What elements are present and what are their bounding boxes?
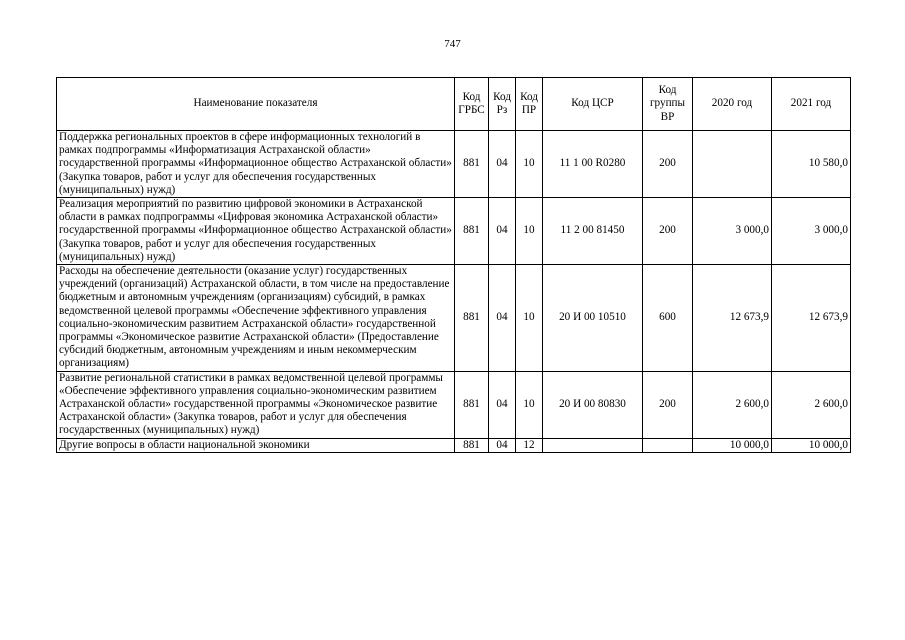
row-2021: 12 673,9 xyxy=(772,265,851,372)
row-rz: 04 xyxy=(489,265,516,372)
row-2020: 3 000,0 xyxy=(693,198,772,265)
row-grbs: 881 xyxy=(455,438,489,452)
page-number: 747 xyxy=(444,38,461,50)
header-name: Наименование показателя xyxy=(57,78,455,131)
header-rz: Код Рз xyxy=(489,78,516,131)
header-2021: 2021 год xyxy=(772,78,851,131)
row-vr: 600 xyxy=(643,265,693,372)
header-2020: 2020 год xyxy=(693,78,772,131)
row-grbs: 881 xyxy=(455,265,489,372)
row-pr: 10 xyxy=(516,265,543,372)
row-2020: 10 000,0 xyxy=(693,438,772,452)
row-2020: 12 673,9 xyxy=(693,265,772,372)
row-2021: 10 000,0 xyxy=(772,438,851,452)
row-vr: 200 xyxy=(643,371,693,438)
table-row xyxy=(57,265,851,372)
row-2021: 3 000,0 xyxy=(772,198,851,265)
row-pr: 12 xyxy=(516,438,543,452)
header-pr: Код ПР xyxy=(516,78,543,131)
row-pr: 10 xyxy=(516,198,543,265)
row-pr: 10 xyxy=(516,371,543,438)
row-pr: 10 xyxy=(516,131,543,198)
row-csr xyxy=(543,438,643,452)
row-vr: 200 xyxy=(643,198,693,265)
row-grbs: 881 xyxy=(455,371,489,438)
row-vr: 200 xyxy=(643,131,693,198)
row-rz: 04 xyxy=(489,198,516,265)
table-row xyxy=(57,131,851,198)
row-name: Реализация мероприятий по развитию цифровой экономики в Астраханской области в рамках подпрограммы «Цифровая экономика Астраханской области» государственной программы «Информационное общество Астраханской области» (Закупка товаров, работ и услуг для обеспечения государственных (муниципальных) нужд) xyxy=(57,198,455,265)
row-rz: 04 xyxy=(489,371,516,438)
header-vr: Код группы ВР xyxy=(643,78,693,131)
row-rz: 04 xyxy=(489,438,516,452)
row-grbs: 881 xyxy=(455,131,489,198)
row-2020 xyxy=(693,131,772,198)
row-rz: 04 xyxy=(489,131,516,198)
header-grbs: Код ГРБС xyxy=(455,78,489,131)
row-vr xyxy=(643,438,693,452)
table-header-row xyxy=(57,78,851,131)
table-row xyxy=(57,438,851,452)
row-name: Другие вопросы в области национальной экономики xyxy=(57,438,455,452)
row-name: Развитие региональной статистики в рамках ведомственной целевой программы «Обеспечение эффективного управления социально-экономическим развитием Астраханской области» государственной программы «Экономическое развитие Астраханской области» (Закупка товаров, работ и услуг для обеспечения государственных (муниципальных) нужд) xyxy=(57,371,455,438)
row-csr: 20 И 00 80830 xyxy=(543,371,643,438)
row-grbs: 881 xyxy=(455,198,489,265)
table-row xyxy=(57,371,851,438)
header-csr: Код ЦСР xyxy=(543,78,643,131)
row-2020: 2 600,0 xyxy=(693,371,772,438)
row-2021: 2 600,0 xyxy=(772,371,851,438)
row-2021: 10 580,0 xyxy=(772,131,851,198)
row-csr: 11 2 00 81450 xyxy=(543,198,643,265)
row-csr: 11 1 00 R0280 xyxy=(543,131,643,198)
row-name: Поддержка региональных проектов в сфере информационных технологий в рамках подпрограммы «Информатизация Астраханской области» государственной программы «Информационное общество Астраханской области» (Закупка товаров, работ и услуг для обеспечения государственных (муниципальных) нужд) xyxy=(57,131,455,198)
row-name: Расходы на обеспечение деятельности (оказание услуг) государственных учреждений (организаций) Астраханской области, в том числе на предоставление бюджетным и автономным учреждениям (организациям) субсидий, в рамках ведомственной целевой программы «Обеспечение эффективного управления социально-экономическим развитием Астраханской области» государственной программы «Экономическое развитие Астраханской области» (Предоставление субсидий бюджетным, автономным учреждениям и иным некоммерческим организациям) xyxy=(57,265,455,372)
row-csr: 20 И 00 10510 xyxy=(543,265,643,372)
budget-table xyxy=(56,77,851,453)
table-row xyxy=(57,198,851,265)
